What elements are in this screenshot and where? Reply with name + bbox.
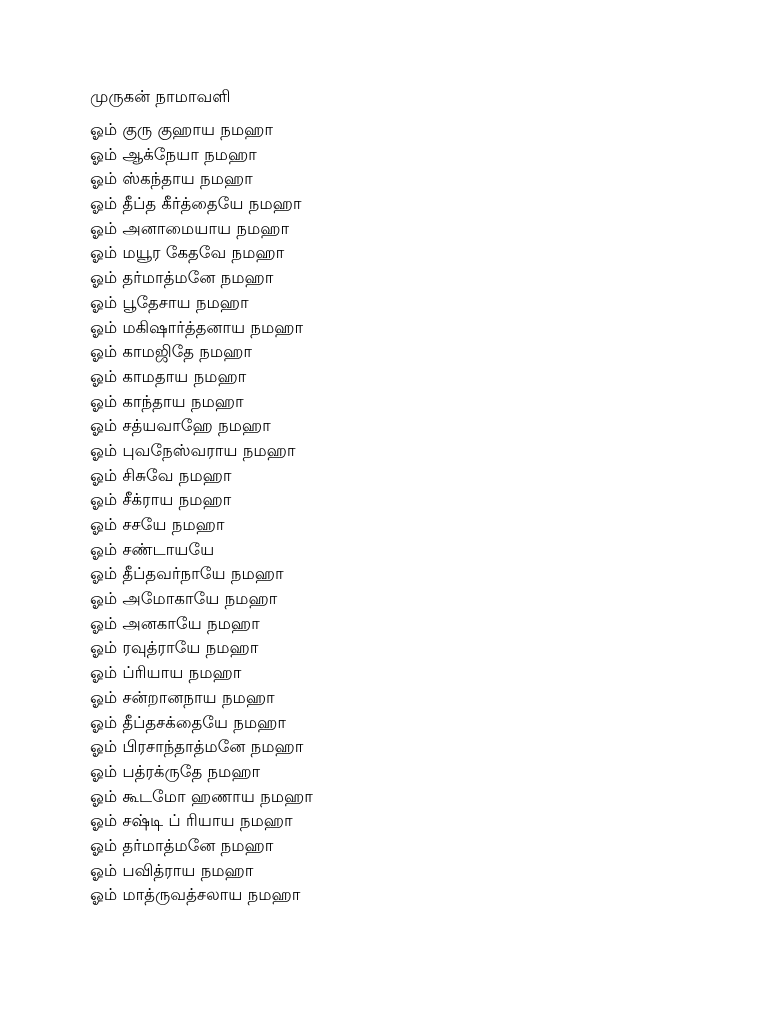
namavali-line: ஓம் காமஜிதே நமஹா [90, 342, 253, 362]
namavali-line: ஓம் புவநேஸ்வராய நமஹா [90, 440, 296, 460]
namavali-list [90, 118, 730, 908]
namavali-line: ஓம் சண்டாயயே [90, 539, 215, 559]
namavali-line: ஓம் சன்றானநாய நமஹா [90, 687, 275, 707]
namavali-line: ஓம் சசயே நமஹா [90, 515, 225, 534]
namavali-line: ஓம் சீக்ராய நமஹா [90, 490, 232, 510]
namavali-line: ஓம் தர்மாத்மனே நமஹா [90, 268, 274, 288]
namavali-line: ஓம் சத்யவாஹே நமஹா [90, 416, 271, 436]
namavali-line: ஓம் தர்மாத்மனே நமஹா [90, 835, 274, 855]
namavali-line: ஓம் அனகாயே நமஹா [90, 613, 260, 633]
document-title: முருகன் நாமாவளி [90, 87, 231, 106]
namavali-line: ஓம் மகிஷார்த்தனாய நமஹா [90, 317, 304, 337]
namavali-line: ஓம் பவித்ராய நமஹா [90, 860, 254, 880]
namavali-line: ஓம் தீப்தவர்நாயே நமஹா [90, 564, 284, 584]
namavali-line: ஓம் சிசுவே நமஹா [90, 465, 232, 485]
namavali-line: ஓம் தீப்தசக்தையே நமஹா [90, 712, 287, 732]
namavali-line: ஓம் பிரசாந்தாத்மனே நமஹா [90, 737, 304, 757]
namavali-line: ஓம் சஷ்டி ப் ரியாய நமஹா [90, 811, 293, 831]
namavali-line: ஓம் மாத்ருவத்சலாய நமஹா [90, 885, 301, 905]
namavali-line: ஓம் அனாமையாய நமஹா [90, 218, 290, 238]
namavali-line: ஓம் மயூர கேதவே நமஹா [90, 243, 285, 263]
namavali-line: ஓம் கூடமோ ஹணாய நமஹா [90, 786, 313, 806]
namavali-line: ஓம் பூதேசாய நமஹா [90, 292, 249, 312]
namavali-line: ஓம் ப்ரியாய நமஹா [90, 663, 242, 683]
document-page [90, 86, 730, 908]
namavali-line: ஓம் ஆக்நேயா நமஹா [90, 144, 257, 164]
namavali-line: ஓம் பத்ரக்ருதே நமஹா [90, 761, 261, 781]
namavali-line: ஓம் காந்தாய நமஹா [90, 391, 244, 411]
namavali-line: ஓம் ஸ்கந்தாய நமஹா [90, 169, 253, 189]
namavali-line: ஓம் காமதாய நமஹா [90, 366, 247, 386]
namavali-line: ஓம் குரு குஹாய நமஹா [90, 120, 273, 139]
namavali-line: ஓம் ரவுத்ராயே நமஹா [90, 638, 259, 658]
namavali-line: ஓம் அமோகாயே நமஹா [90, 589, 278, 609]
namavali-line: ஓம் தீப்த கீர்த்தையே நமஹா [90, 194, 302, 214]
